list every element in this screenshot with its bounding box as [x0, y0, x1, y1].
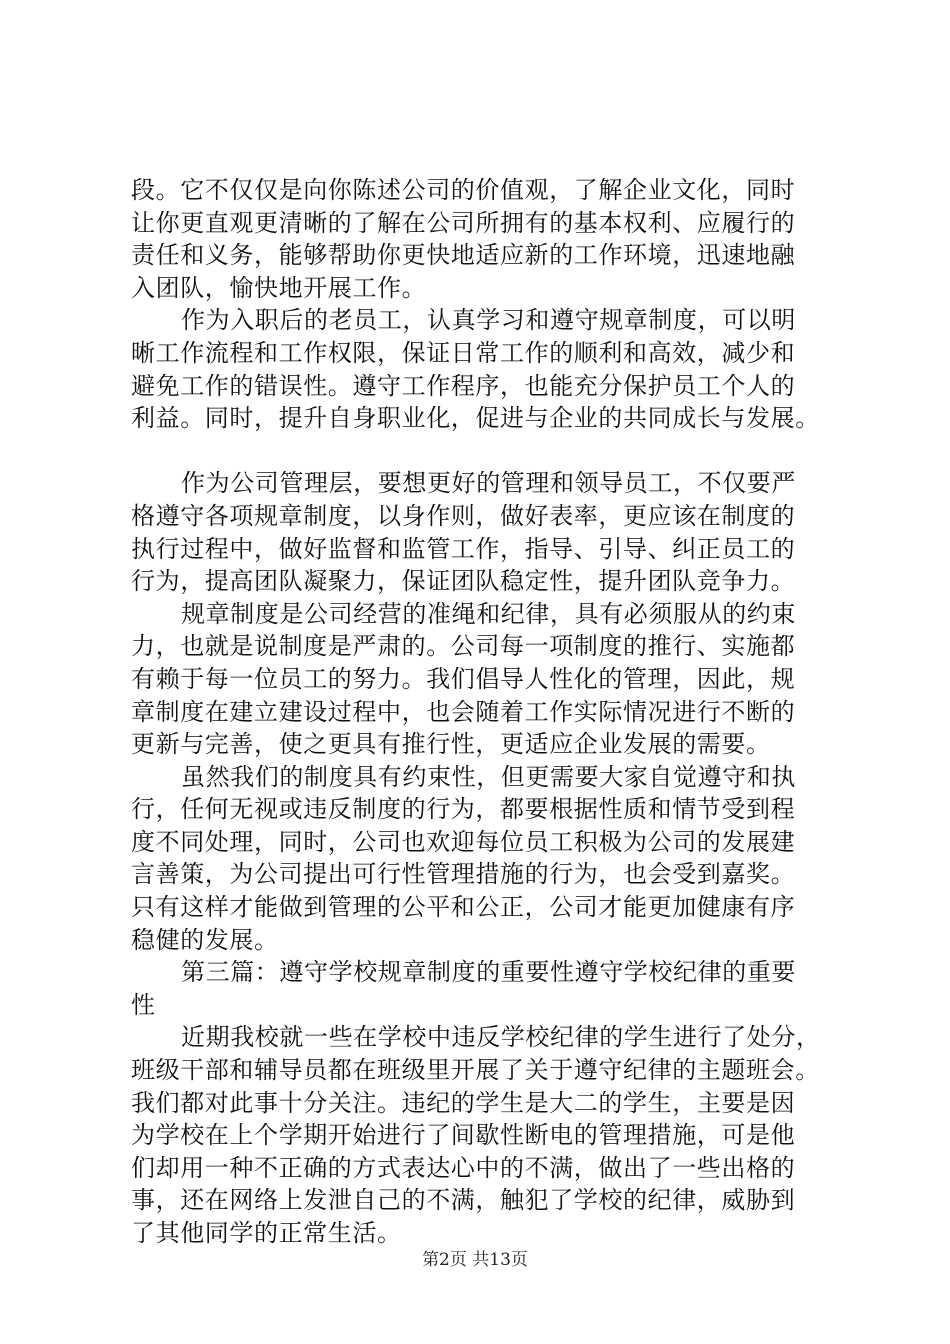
paragraph-first-line: 近期我校就一些在学校中违反学校纪律的学生进行了处分， [181, 1023, 821, 1052]
text-line: 只有这样才能做到管理的公平和公正，公司才能更加健康有序 [131, 893, 796, 922]
text-line: 有赖于每一位员工的努力。我们倡导人性化的管理，因此，规 [131, 664, 796, 693]
text-line: 更新与完善，使之更具有推行性，更适应企业发展的需要。 [131, 730, 771, 759]
text-line: 班级干部和辅导员都在班级里开展了关于遵守纪律的主题班会。 [131, 1056, 820, 1085]
text-line: 段。它不仅仅是向你陈述公司的价值观，了解企业文化，同时 [131, 176, 796, 204]
text-line: 章制度在建立建设过程中，也会随着工作实际情况进行不断的 [131, 697, 796, 726]
text-line: 们却用一种不正确的方式表达心中的不满，做出了一些出格的 [131, 1153, 796, 1182]
text-line: 了其他同学的正常生活。 [131, 1219, 402, 1247]
text-line: 入团队，愉快地开展工作。 [131, 273, 427, 302]
text-line: 利益。同时，提升自身职业化，促进与企业的共同成长与发展。 [131, 404, 820, 433]
text-line: 责任和义务，能够帮助你更快地适应新的工作环境，迅速地融 [131, 241, 796, 270]
text-line: 力，也就是说制度是严肃的。公司每一项制度的推行、实施都 [131, 632, 796, 661]
paragraph-first-line: 规章制度是公司经营的准绳和纪律，具有必须服从的约束 [181, 599, 796, 628]
text-line: 事，还在网络上发泄自己的不满，触犯了学校的纪律，威胁到 [131, 1186, 796, 1215]
text-line: 晰工作流程和工作权限，保证日常工作的顺利和高效，减少和 [131, 338, 796, 367]
text-line: 避免工作的错误性。遵守工作程序，也能充分保护员工个人的 [131, 371, 796, 400]
paragraph-first-line: 作为公司管理层，要想更好的管理和领导员工，不仅要严 [181, 469, 796, 498]
section-heading: 第三篇：遵守学校规章制度的重要性遵守学校纪律的重要 [181, 958, 796, 987]
text-line: 格遵守各项规章制度，以身作则，做好表率，更应该在制度的 [131, 501, 796, 530]
paragraph-gap [131, 435, 851, 468]
text-line: 稳健的发展。 [131, 925, 279, 954]
paragraph-first-line: 作为入职后的老员工，认真学习和遵守规章制度，可以明 [181, 306, 796, 335]
text-line: 行为，提高团队凝聚力，保证团队稳定性，提升团队竞争力。 [131, 567, 796, 596]
section-heading-continuation: 性 [131, 990, 156, 1019]
text-line: 度不同处理，同时，公司也欢迎每位员工积极为公司的发展建 [131, 827, 796, 856]
text-line: 让你更直观更清晰的了解在公司所拥有的基本权利、应履行的 [131, 208, 796, 237]
paragraph-first-line: 虽然我们的制度具有约束性，但更需要大家自觉遵守和执 [181, 762, 796, 791]
text-line: 言善策，为公司提出可行性管理措施的行为，也会受到嘉奖。 [131, 860, 796, 889]
text-line: 为学校在上个学期开始进行了间歇性断电的管理措施，可是他 [131, 1121, 796, 1150]
page-number-footer: 第2页 共13页 [422, 1250, 528, 1270]
text-line: 行，任何无视或违反制度的行为，都要根据性质和情节受到程 [131, 795, 796, 824]
document-body [131, 174, 851, 1250]
text-line: 我们都对此事十分关注。违纪的学生是大二的学生，主要是因 [131, 1088, 796, 1117]
text-line: 执行过程中，做好监督和监管工作，指导、引导、纠正员工的 [131, 534, 796, 563]
